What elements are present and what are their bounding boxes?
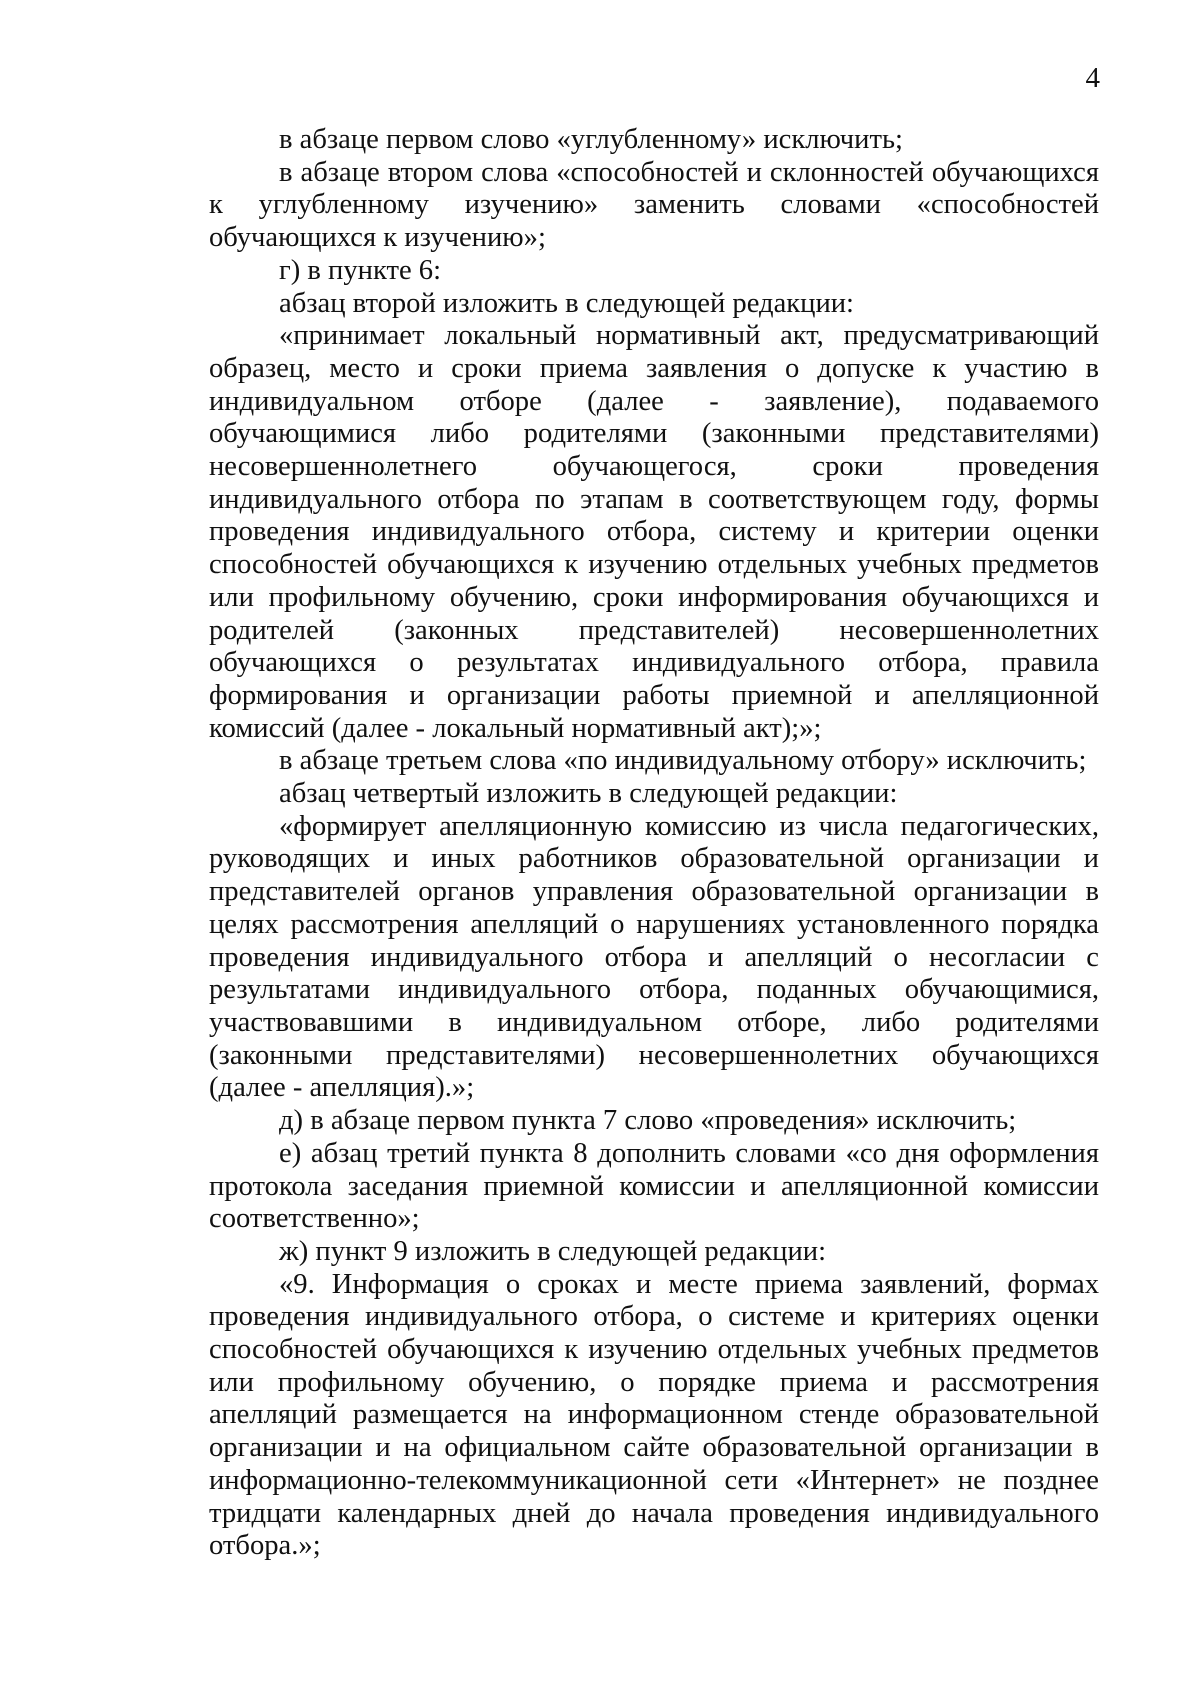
page-number: 4 xyxy=(1085,62,1100,94)
paragraph: «формирует апелляционную комиссию из числа педагогических, руководящих и иных работников образовательной организации и представителей органов управления образовательной организации в целях рассмотрения апелляций о нарушениях установленного порядка проведения индивидуального отбора и апелляций о несогласии с результатами индивидуального отбора, поданных обучающимися, участвовавшими в индивидуальном отборе, либо родителями (законными представителями) несовершеннолетних обучающихся (далее - апелляция).»; xyxy=(209,810,1099,1104)
paragraph: «9. Информация о сроках и месте приема заявлений, формах проведения индивидуального отбора, о системе и критериях оценки способностей обучающихся к изучению отдельных учебных предметов или профильному обучению, о порядке приема и рассмотрения апелляций размещается на информационном стенде образовательной организации и на официальном сайте образовательной организации в информационно-телекоммуникационной сети «Интернет» не позднее тридцати календарных дней до начала проведения индивидуального отбора.»; xyxy=(209,1268,1099,1562)
paragraph: в абзаце первом слово «углубленному» исключить; xyxy=(279,124,903,155)
document-body xyxy=(209,124,1099,1563)
paragraph: д) в абзаце первом пункта 7 слово «проведения» исключить; xyxy=(279,1105,1017,1137)
paragraph: е) абзац третий пункта 8 дополнить словами «со дня оформления протокола заседания приемной комиссии и апелляционной комиссии соответственно»; xyxy=(209,1137,1099,1235)
paragraph: в абзаце втором слова «способностей и склонностей обучающихся к углубленному изучению» заменить словами «способностей обучающихся к изучению»; xyxy=(209,156,1099,254)
paragraph: абзац второй изложить в следующей редакции: xyxy=(279,287,855,319)
paragraph: в абзаце третьем слова «по индивидуальному отбору» исключить; xyxy=(279,745,1087,777)
paragraph: абзац четвертый изложить в следующей редакции: xyxy=(279,778,898,810)
paragraph: «принимает локальный нормативный акт, предусматривающий образец, место и сроки приема заявления о допуске к участию в индивидуальном отборе (далее - заявление), подаваемого обучающимися либо родителями (законными представителями) несовершеннолетнего обучающегося, сроки проведения индивидуального отбора по этапам в соответствующем году, формы проведения индивидуального отбора, систему и критерии оценки способностей обучающихся к изучению отдельных учебных предметов или профильному обучению, сроки информирования обучающихся и родителей (законных представителей) несовершеннолетних обучающихся о результатах индивидуального отбора, правила формирования и организации работы приемной и апелляционной комиссий (далее - локальный нормативный акт);»; xyxy=(209,320,1099,744)
paragraph: г) в пункте 6: xyxy=(279,254,442,286)
paragraph: ж) пункт 9 изложить в следующей редакции: xyxy=(279,1235,827,1267)
